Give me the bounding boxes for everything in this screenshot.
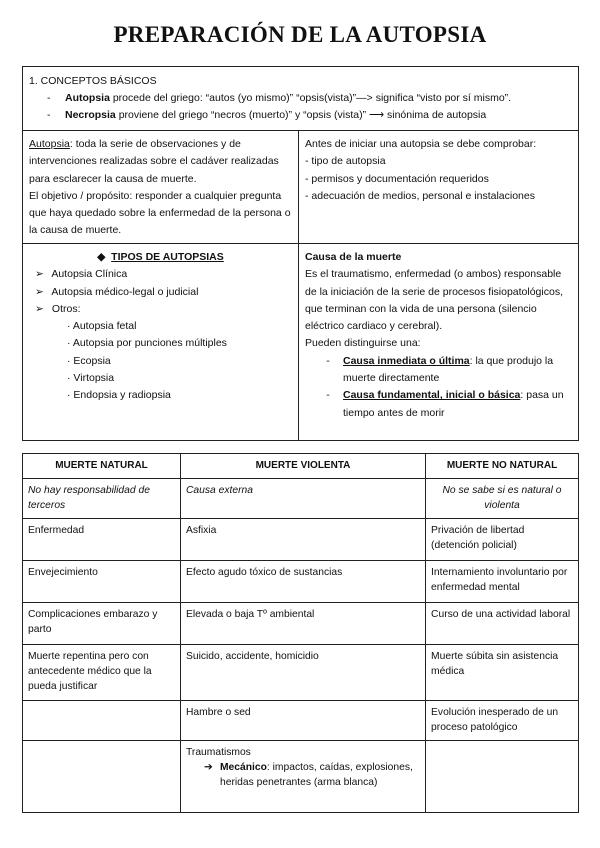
tipos-item-text: Autopsia Clínica: [51, 268, 128, 281]
table-header-row: [23, 454, 579, 479]
table-cell: [180, 741, 425, 813]
column-header: MUERTE VIOLENTA: [180, 454, 425, 479]
column-header: MUERTE NO NATURAL: [426, 454, 579, 479]
comprobar-item: - permisos y documentación requeridos: [305, 172, 489, 185]
table-cell: Privación de libertad (detención policial): [426, 519, 579, 561]
table-row: [23, 701, 579, 741]
table-cell: Suicido, accidente, homicidio: [180, 645, 425, 701]
causa-item: [305, 353, 572, 388]
otros-item-text: Virtopsia: [73, 372, 115, 385]
concepto-text: procede del griego: “autos (yo mismo)” “opsis(vista)”—> significa “visto por sí mismo”.: [109, 92, 512, 104]
table-cell: Evolución inesperado de un proceso patológico: [426, 701, 579, 741]
objetivo-text: El objetivo / propósito: responder a cualquier pregunta que haya quedado sobre la enfermedad de la persona o la causa de muerte.: [29, 189, 291, 237]
summary-box: [22, 66, 579, 441]
dash-bullet: -: [47, 109, 51, 121]
table-row: [23, 561, 579, 603]
comprobar-intro: Antes de iniciar una autopsia se debe comprobar:: [305, 138, 537, 150]
mecanico-text: : impactos, caídas, explosiones, heridas penetrantes (arma blanca): [219, 762, 413, 788]
causa-intro: Pueden distinguirse una:: [305, 337, 421, 350]
table-cell: [23, 701, 181, 741]
conceptos-heading: 1. CONCEPTOS BÁSICOS: [29, 75, 157, 87]
otros-item: · Ecopsia: [67, 354, 111, 367]
otros-item-text: Autopsia fetal: [72, 320, 137, 333]
arrow-bullet-icon: ➢: [35, 285, 44, 298]
tipos-item: [29, 266, 292, 283]
comprobar-item: - tipo de autopsia: [305, 155, 386, 168]
table-cell: Asfixia: [180, 519, 425, 561]
causa-item-text: : la que produjo la muerte directamente: [343, 354, 554, 385]
table-cell: Muerte repentina pero con antecedente médico que la pueda justificar: [23, 645, 181, 701]
table-cell: No se sabe si es natural o violenta: [426, 479, 579, 519]
tipos-item: [29, 301, 292, 318]
table-row: [23, 741, 579, 813]
concepto-term: Necropsia: [65, 109, 116, 121]
table-cell: [426, 741, 579, 813]
comprobar-item: - adecuación de medios, personal e instalaciones: [305, 189, 535, 202]
table-cell: Elevada o baja Tº ambiental: [180, 603, 425, 645]
column-header: MUERTE NATURAL: [23, 454, 181, 479]
tipos-heading-text: TIPOS DE AUTOPSIAS: [111, 251, 224, 263]
tipos-heading: [29, 249, 292, 266]
otros-item: · Endopsia y radiopsia: [67, 389, 171, 402]
otros-item-text: Ecopsia: [73, 354, 111, 367]
tipos-muerte-table: [22, 453, 579, 813]
concepto-item: [29, 90, 572, 107]
tipos-item: [29, 284, 292, 301]
table-cell: Enfermedad: [23, 519, 181, 561]
table-cell: Complicaciones embarazo y parto: [23, 603, 181, 645]
table-row: [23, 519, 579, 561]
causa-item-text: : pasa un tiempo antes de morir: [343, 389, 564, 419]
tipos-causa-row: [23, 244, 578, 440]
otros-item: · Autopsia fetal: [67, 320, 137, 333]
arrow-bullet-icon: ➢: [35, 268, 44, 281]
causa-heading: Causa de la muerte: [305, 251, 402, 263]
table-cell: Causa externa: [180, 479, 425, 519]
table-row: [23, 645, 579, 701]
table-cell: Hambre o sed: [180, 701, 425, 741]
tipos-item-text: Autopsia médico-legal o judicial: [51, 285, 199, 298]
definicion-cell: [23, 131, 299, 243]
table-cell: Curso de una actividad laboral: [426, 603, 579, 645]
table-cell: Internamiento involuntario por enfermedad mental: [426, 561, 579, 603]
traumatismos-heading: Traumatismos: [185, 747, 251, 758]
tipos-item-text: Otros:: [51, 302, 81, 315]
dash-bullet: -: [47, 92, 51, 104]
causa-cell: [299, 244, 578, 440]
table-row: [23, 479, 579, 519]
page-title: PREPARACIÓN DE LA AUTOPSIA: [113, 22, 487, 47]
causa-term: Causa fundamental, inicial o básica: [343, 389, 521, 402]
causa-text: Es el traumatismo, enfermedad (o ambos) responsable de la iniciación de la serie de procesos fisiopatológicos, que terminan con la vida de una persona (silencio eléctrico cardiaco y cerebral).: [305, 268, 563, 333]
traumatismos-sub: [186, 760, 420, 790]
arrow-bullet-icon: ➢: [35, 302, 44, 315]
conceptos-basicos: [23, 67, 578, 131]
table-cell: Efecto agudo tóxico de sustancias: [180, 561, 425, 603]
table-cell: Muerte súbita sin asistencia médica: [426, 645, 579, 701]
causa-term: Causa inmediata o última: [343, 354, 470, 367]
otros-item: · Autopsia por punciones múltiples: [67, 337, 227, 350]
right-arrow-icon: ➔: [203, 762, 213, 773]
concepto-text: proviene del griego “necros (muerto)” y “opsis (vista)” ⟶ sinónima de autopsia: [115, 109, 487, 121]
concepto-item: [29, 107, 572, 124]
table-cell: Envejecimiento: [23, 561, 181, 603]
otros-item-text: Autopsia por punciones múltiples: [72, 337, 227, 350]
table-cell: [23, 741, 181, 813]
otros-item-text: Endopsia y radiopsia: [73, 389, 171, 402]
dash-bullet: -: [326, 389, 330, 402]
otros-item: · Virtopsia: [67, 372, 115, 385]
diamond-icon: ◆: [97, 251, 106, 263]
table-cell: No hay responsabilidad de terceros: [23, 479, 181, 519]
causa-item: [305, 387, 572, 422]
tipos-cell: [23, 244, 299, 440]
definicion-term: Autopsia: [29, 138, 70, 150]
table-row: [23, 603, 579, 645]
definicion-text: : toda la serie de observaciones y de intervenciones realizadas sobre el cadáver realizadas para esclarecer la causa de muerte.: [29, 138, 279, 185]
dash-bullet: -: [326, 354, 330, 367]
comprobar-cell: [299, 131, 578, 243]
definicion-row: [23, 131, 578, 244]
concepto-term: Autopsia: [65, 92, 110, 104]
mecanico-term: Mecánico: [219, 762, 267, 773]
